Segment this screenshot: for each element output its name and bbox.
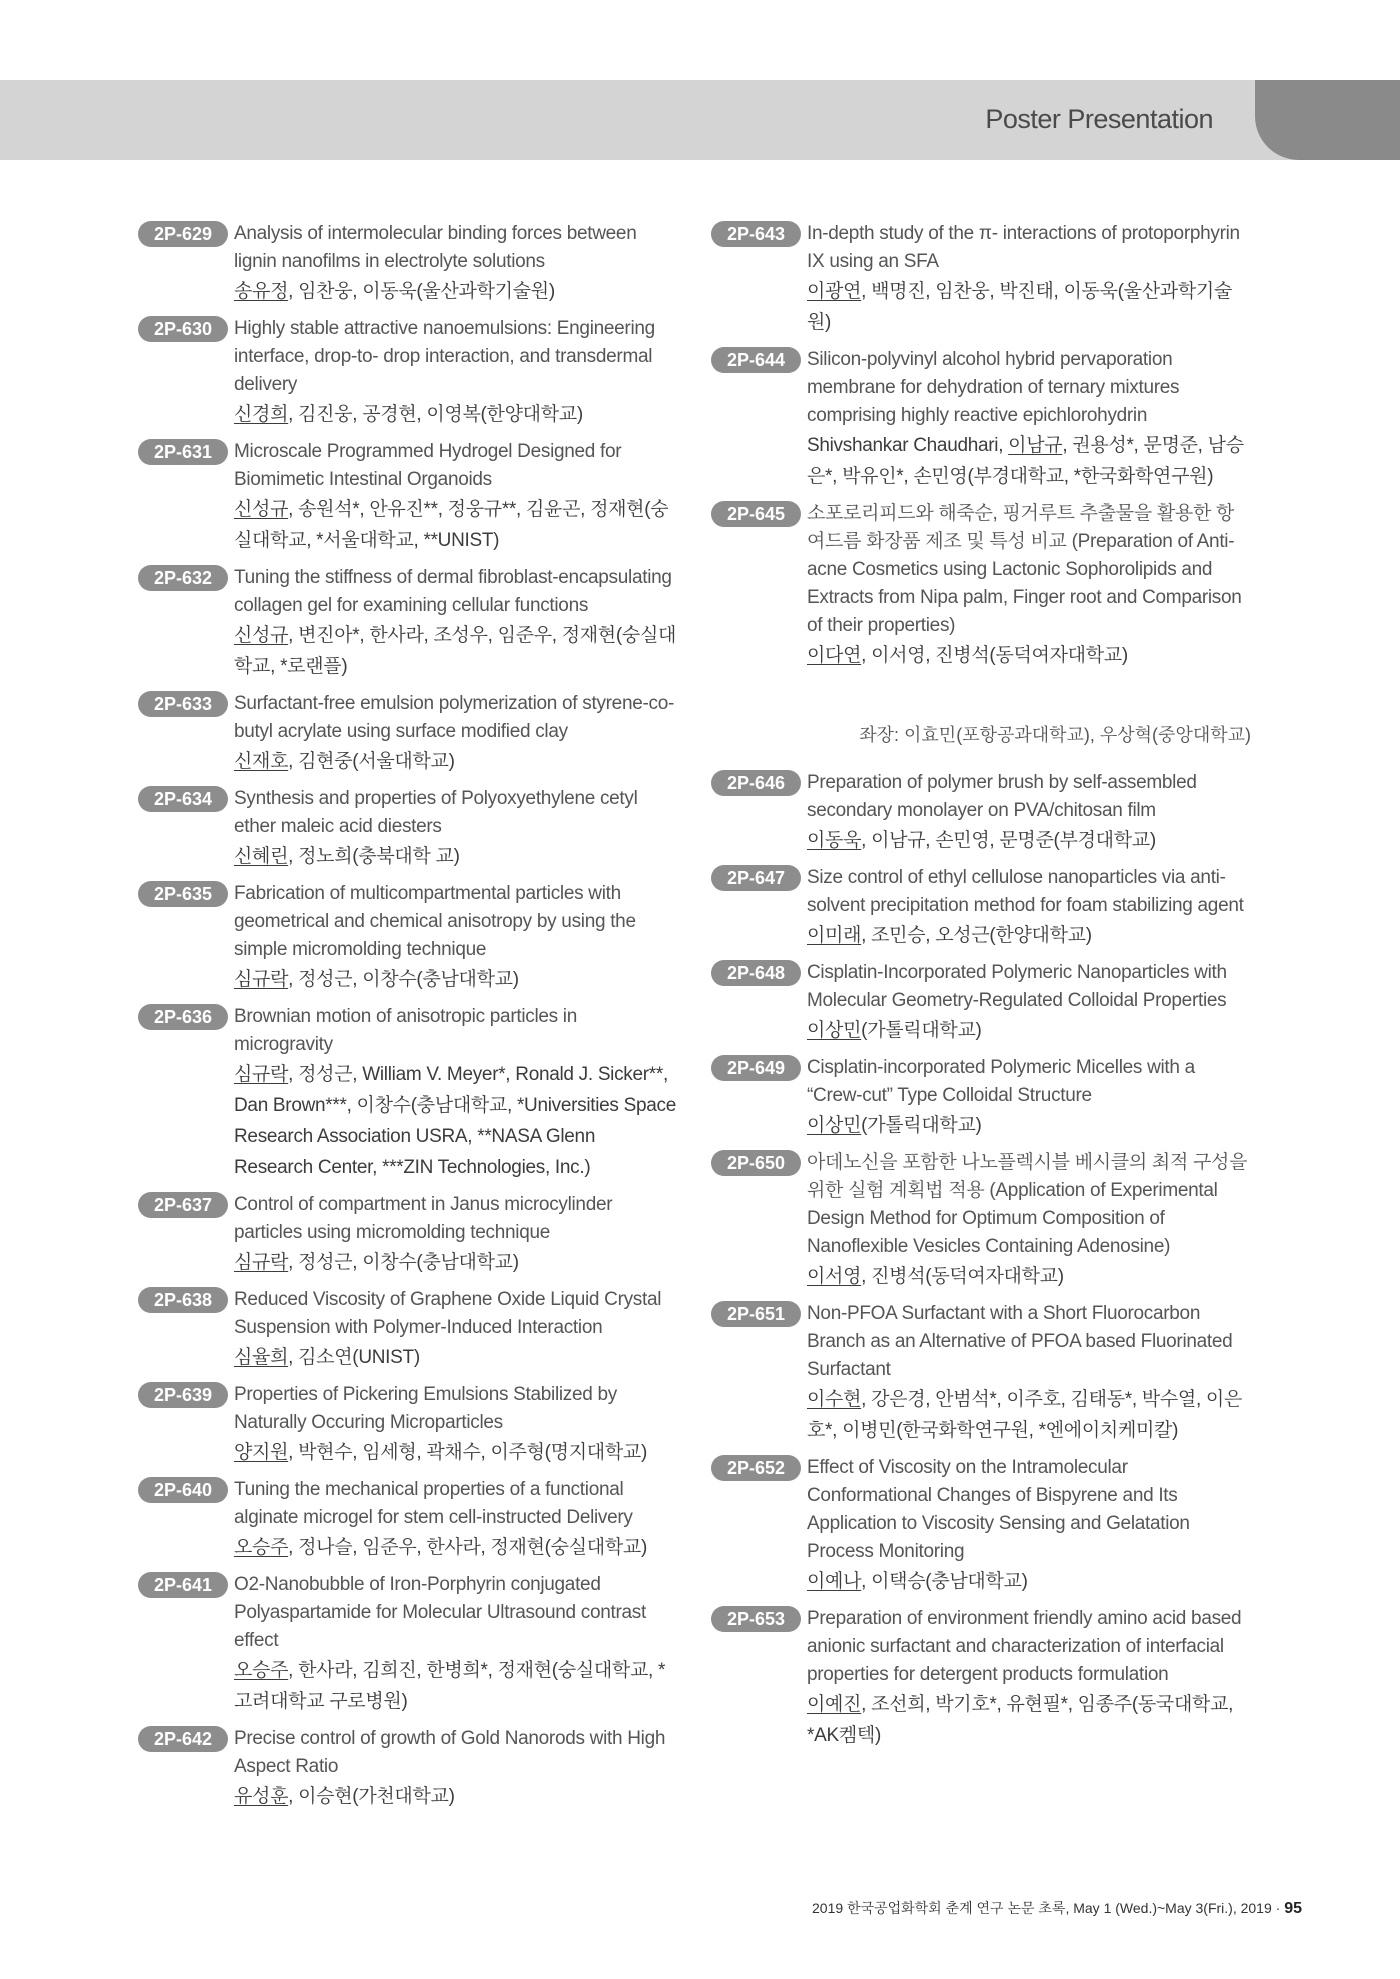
page-footer bbox=[812, 1898, 1302, 1918]
presenter-name: 유성훈 bbox=[234, 1786, 289, 1807]
entry-id-badge: 2P-645 bbox=[711, 501, 801, 527]
abstract-entry bbox=[138, 438, 678, 556]
header-tab bbox=[1255, 80, 1400, 160]
coauthors: , 한사라, 김희진, 한병희*, 정재현(숭실대학교, *고려대학교 구로병원) bbox=[234, 1660, 666, 1712]
presenter-name: 이상민 bbox=[807, 1115, 862, 1136]
entry-title: Control of compartment in Janus microcylinder particles using micromolding technique bbox=[234, 1194, 613, 1243]
footer-citation: 2019 한국공업화학회 춘계 연구 논문 초록, May 1 (Wed.)~May 3(Fri.), 2019 · bbox=[812, 1900, 1285, 1916]
abstract-entry bbox=[711, 1149, 1251, 1292]
entry-title: Tuning the mechanical properties of a functional alginate microgel for stem cell-instructed Delivery bbox=[234, 1479, 633, 1528]
presenter-name: 심규락 bbox=[234, 1252, 289, 1273]
abstract-entry bbox=[711, 1454, 1251, 1597]
entry-authors bbox=[807, 1384, 1251, 1446]
entry-id-badge: 2P-633 bbox=[138, 691, 228, 717]
session-chair: 좌장: 이효민(포항공과대학교), 우상혁(중앙대학교) bbox=[859, 725, 1251, 745]
abstract-entry bbox=[711, 346, 1251, 492]
coauthors: (가톨릭대학교) bbox=[861, 1115, 982, 1136]
entry-authors bbox=[234, 620, 678, 682]
entry-id-badge: 2P-649 bbox=[711, 1055, 801, 1081]
abstract-entry bbox=[711, 1605, 1251, 1751]
page-number: 95 bbox=[1284, 1900, 1302, 1917]
entry-title: Preparation of environment friendly amino acid based anionic surfactant and characterization of interfacial properties for detergent products formulation bbox=[807, 1608, 1242, 1685]
presenter-name: 양지원 bbox=[234, 1442, 289, 1463]
entry-title: Size control of ethyl cellulose nanoparticles via anti-solvent precipitation method for foam stabilizing agent bbox=[807, 867, 1244, 916]
presenter-name: 이수현 bbox=[807, 1389, 862, 1410]
entry-authors bbox=[234, 841, 678, 872]
entry-title: O2-Nanobubble of Iron-Porphyrin conjugated Polyaspartamide for Molecular Ultrasound contrast effect bbox=[234, 1574, 646, 1651]
presenter-name: 이동욱 bbox=[807, 830, 862, 851]
abstract-entry bbox=[138, 1571, 678, 1717]
entry-id-badge: 2P-639 bbox=[138, 1382, 228, 1408]
entry-authors bbox=[807, 430, 1251, 492]
abstract-entry bbox=[138, 1725, 678, 1812]
coauthors: , 김소연(UNIST) bbox=[288, 1347, 420, 1368]
entry-authors bbox=[234, 1655, 678, 1717]
abstract-entry bbox=[138, 1003, 678, 1183]
presenter-name: 신경희 bbox=[234, 404, 289, 425]
presenter-name: 신성규 bbox=[234, 499, 289, 520]
presenter-name: 신혜린 bbox=[234, 846, 289, 867]
presenter-name: 이미래 bbox=[807, 925, 862, 946]
abstract-entry bbox=[711, 220, 1251, 338]
presenter-name: 이예진 bbox=[807, 1694, 862, 1715]
entry-id-badge: 2P-636 bbox=[138, 1004, 228, 1030]
presenter-name: 오승주 bbox=[234, 1537, 289, 1558]
coauthors: , 김진웅, 공경현, 이영복(한양대학교) bbox=[288, 404, 583, 425]
entry-authors bbox=[234, 746, 678, 777]
abstract-entry bbox=[138, 690, 678, 777]
entry-authors bbox=[807, 1110, 1251, 1141]
coauthors: , 송원석*, 안유진**, 정웅규**, 김윤곤, 정재현(숭실대학교, *서울대학교, **UNIST) bbox=[234, 499, 669, 551]
abstract-entry bbox=[138, 1191, 678, 1278]
first-author: Shivshankar Chaudhari, bbox=[807, 435, 1009, 456]
coauthors: , 정나슬, 임준우, 한사라, 정재현(숭실대학교) bbox=[288, 1537, 647, 1558]
coauthors: , 이서영, 진병석(동덕여자대학교) bbox=[861, 645, 1128, 666]
entry-title: Non-PFOA Surfactant with a Short Fluorocarbon Branch as an Alternative of PFOA based Fluorinated Surfactant bbox=[807, 1303, 1233, 1380]
entry-id-badge: 2P-637 bbox=[138, 1192, 228, 1218]
abstract-entry bbox=[711, 500, 1251, 671]
entry-title: Cisplatin-incorporated Polymeric Micelles with a “Crew-cut” Type Colloidal Structure bbox=[807, 1057, 1195, 1106]
entry-id-badge: 2P-647 bbox=[711, 865, 801, 891]
presenter-name: 이서영 bbox=[807, 1266, 862, 1287]
entry-authors bbox=[807, 920, 1251, 951]
abstract-entry bbox=[711, 1300, 1251, 1446]
coauthors: , 권용성*, 문명준, 남승은*, 박유인*, 손민영(부경대학교, *한국화학연구원) bbox=[807, 435, 1244, 487]
entry-authors bbox=[234, 1532, 678, 1563]
abstract-entry bbox=[711, 959, 1251, 1046]
abstract-entry bbox=[138, 564, 678, 682]
entry-title: Properties of Pickering Emulsions Stabilized by Naturally Occuring Microparticles bbox=[234, 1384, 617, 1433]
page-header-title: Poster Presentation bbox=[985, 104, 1213, 134]
entry-title: Precise control of growth of Gold Nanorods with High Aspect Ratio bbox=[234, 1728, 666, 1777]
abstract-entry bbox=[138, 880, 678, 995]
entry-title: 소포로리피드와 해죽순, 핑거루트 추출물을 활용한 항여드름 화장품 제조 및 특성 비교 (Preparation of Anti-acne Cosmetics using Lactonic Sophorolipids and Extracts from Nipa palm, Finger root and Comparison of their properties) bbox=[807, 503, 1242, 636]
right-column bbox=[711, 220, 1251, 1759]
entry-id-badge: 2P-638 bbox=[138, 1287, 228, 1313]
entry-authors bbox=[234, 276, 678, 307]
entry-authors bbox=[807, 1261, 1251, 1292]
presenter-name: 신성규 bbox=[234, 625, 289, 646]
presenter-name: 심규락 bbox=[234, 1064, 289, 1085]
abstract-entry bbox=[138, 785, 678, 872]
presenter-name: 이남규 bbox=[1008, 435, 1063, 456]
entry-title: Cisplatin-Incorporated Polymeric Nanoparticles with Molecular Geometry-Regulated Colloidal Properties bbox=[807, 962, 1227, 1011]
entry-title: Preparation of polymer brush by self-assembled secondary monolayer on PVA/chitosan film bbox=[807, 772, 1197, 821]
entry-authors bbox=[234, 494, 678, 556]
coauthors: , 조선희, 박기호*, 유현필*, 임종주(동국대학교, *AK켐텍) bbox=[807, 1694, 1234, 1746]
presenter-name: 신재호 bbox=[234, 751, 289, 772]
entry-id-badge: 2P-630 bbox=[138, 316, 228, 342]
coauthors: (가톨릭대학교) bbox=[861, 1020, 982, 1041]
coauthors: , 백명진, 임찬웅, 박진태, 이동욱(울산과학기술원) bbox=[807, 281, 1233, 333]
abstract-entry bbox=[138, 1476, 678, 1563]
coauthors: , 정성근, 이창수(충남대학교) bbox=[288, 1252, 519, 1273]
entry-title: Silicon-polyvinyl alcohol hybrid pervaporation membrane for dehydration of ternary mixtures comprising highly reactive epichlorohydrin bbox=[807, 349, 1180, 426]
entry-title: Fabrication of multicompartmental particles with geometrical and chemical anisotropy by using the simple micromolding technique bbox=[234, 883, 636, 960]
entry-id-badge: 2P-646 bbox=[711, 770, 801, 796]
entry-title: Analysis of intermolecular binding forces between lignin nanofilms in electrolyte solutions bbox=[234, 223, 637, 272]
entry-title: Reduced Viscosity of Graphene Oxide Liquid Crystal Suspension with Polymer-Induced Interaction bbox=[234, 1289, 662, 1338]
presenter-name: 이다연 bbox=[807, 645, 862, 666]
entry-title: Effect of Viscosity on the Intramolecular Conformational Changes of Bispyrene and Its Application to Viscosity Sensing and Gelatation Process Monitoring bbox=[807, 1457, 1190, 1562]
entry-authors bbox=[807, 1015, 1251, 1046]
entry-id-badge: 2P-648 bbox=[711, 960, 801, 986]
entry-id-badge: 2P-644 bbox=[711, 347, 801, 373]
presenter-name: 이상민 bbox=[807, 1020, 862, 1041]
coauthors: , 변진아*, 한사라, 조성우, 임준우, 정재현(숭실대학교, *로랜플) bbox=[234, 625, 677, 677]
presenter-name: 이예나 bbox=[807, 1571, 862, 1592]
entry-authors bbox=[807, 825, 1251, 856]
entry-id-badge: 2P-641 bbox=[138, 1572, 228, 1598]
coauthors: , 박현수, 임세형, 곽채수, 이주형(명지대학교) bbox=[288, 1442, 647, 1463]
entry-id-badge: 2P-653 bbox=[711, 1606, 801, 1632]
coauthors: , 김현중(서울대학교) bbox=[288, 751, 455, 772]
presenter-name: 송유정 bbox=[234, 281, 289, 302]
entry-id-badge: 2P-632 bbox=[138, 565, 228, 591]
coauthors: , 정성근, William V. Meyer*, Ronald J. Sicker**, Dan Brown***, 이창수(충남대학교, *Universities Space Research Association USRA, **NASA Glenn Research Center, ***ZIN Technologies, Inc.) bbox=[234, 1064, 676, 1178]
entry-id-badge: 2P-640 bbox=[138, 1477, 228, 1503]
entry-title: In-depth study of the π- interactions of protoporphyrin IX using an SFA bbox=[807, 223, 1240, 272]
abstract-entry bbox=[138, 1286, 678, 1373]
abstract-entry bbox=[138, 315, 678, 430]
abstract-entry bbox=[138, 1381, 678, 1468]
abstract-entry bbox=[711, 864, 1251, 951]
entry-id-badge: 2P-650 bbox=[711, 1150, 801, 1176]
left-column bbox=[138, 220, 678, 1820]
entry-title: Microscale Programmed Hydrogel Designed for Biomimetic Intestinal Organoids bbox=[234, 441, 622, 490]
entry-id-badge: 2P-635 bbox=[138, 881, 228, 907]
entry-authors bbox=[234, 1342, 678, 1373]
coauthors: , 이승현(가천대학교) bbox=[288, 1786, 455, 1807]
entry-authors bbox=[234, 1247, 678, 1278]
coauthors: , 정성근, 이창수(충남대학교) bbox=[288, 969, 519, 990]
entry-id-badge: 2P-652 bbox=[711, 1455, 801, 1481]
abstract-entry bbox=[711, 1054, 1251, 1141]
coauthors: , 진병석(동덕여자대학교) bbox=[861, 1266, 1064, 1287]
entry-title: Synthesis and properties of Polyoxyethylene cetyl ether maleic acid diesters bbox=[234, 788, 638, 837]
presenter-name: 오승주 bbox=[234, 1660, 289, 1681]
abstract-entry bbox=[711, 769, 1251, 856]
entry-id-badge: 2P-629 bbox=[138, 221, 228, 247]
entry-title: Tuning the stiffness of dermal fibroblast-encapsulating collagen gel for examining cellular functions bbox=[234, 567, 672, 616]
coauthors: , 이남규, 손민영, 문명준(부경대학교) bbox=[861, 830, 1156, 851]
coauthors: , 임찬웅, 이동욱(울산과학기술원) bbox=[288, 281, 555, 302]
entry-id-badge: 2P-634 bbox=[138, 786, 228, 812]
entry-authors bbox=[234, 1059, 678, 1183]
presenter-name: 이광연 bbox=[807, 281, 862, 302]
entry-title: Surfactant-free emulsion polymerization of styrene-co-butyl acrylate using surface modified clay bbox=[234, 693, 674, 742]
presenter-name: 심율희 bbox=[234, 1347, 289, 1368]
entry-title: Brownian motion of anisotropic particles in microgravity bbox=[234, 1006, 577, 1055]
coauthors: , 정노희(충북대학 교) bbox=[288, 846, 460, 867]
entry-authors bbox=[234, 1437, 678, 1468]
entry-authors bbox=[234, 964, 678, 995]
entry-id-badge: 2P-651 bbox=[711, 1301, 801, 1327]
abstract-entry bbox=[138, 220, 678, 307]
entry-id-badge: 2P-631 bbox=[138, 439, 228, 465]
coauthors: , 조민승, 오성근(한양대학교) bbox=[861, 925, 1092, 946]
entry-authors bbox=[807, 1689, 1251, 1751]
entry-authors bbox=[807, 640, 1251, 671]
presenter-name: 심규락 bbox=[234, 969, 289, 990]
entry-authors bbox=[807, 276, 1251, 338]
entry-title: Highly stable attractive nanoemulsions: Engineering interface, drop-to- drop interaction, and transdermal delivery bbox=[234, 318, 655, 395]
coauthors: , 강은경, 안범석*, 이주호, 김태동*, 박수열, 이은호*, 이병민(한국화학연구원, *엔에이치케미칼) bbox=[807, 1389, 1243, 1441]
entry-authors bbox=[234, 399, 678, 430]
entry-title: 아데노신을 포함한 나노플렉시블 베시클의 최적 구성을 위한 실험 계획법 적용 (Application of Experimental Design Method for Optimum Composition of Nanoflexible Vesicles Containing Adenosine) bbox=[807, 1152, 1248, 1257]
coauthors: , 이택승(충남대학교) bbox=[861, 1571, 1028, 1592]
entry-authors bbox=[234, 1781, 678, 1812]
entry-id-badge: 2P-642 bbox=[138, 1726, 228, 1752]
entry-id-badge: 2P-643 bbox=[711, 221, 801, 247]
entry-authors bbox=[807, 1566, 1251, 1597]
